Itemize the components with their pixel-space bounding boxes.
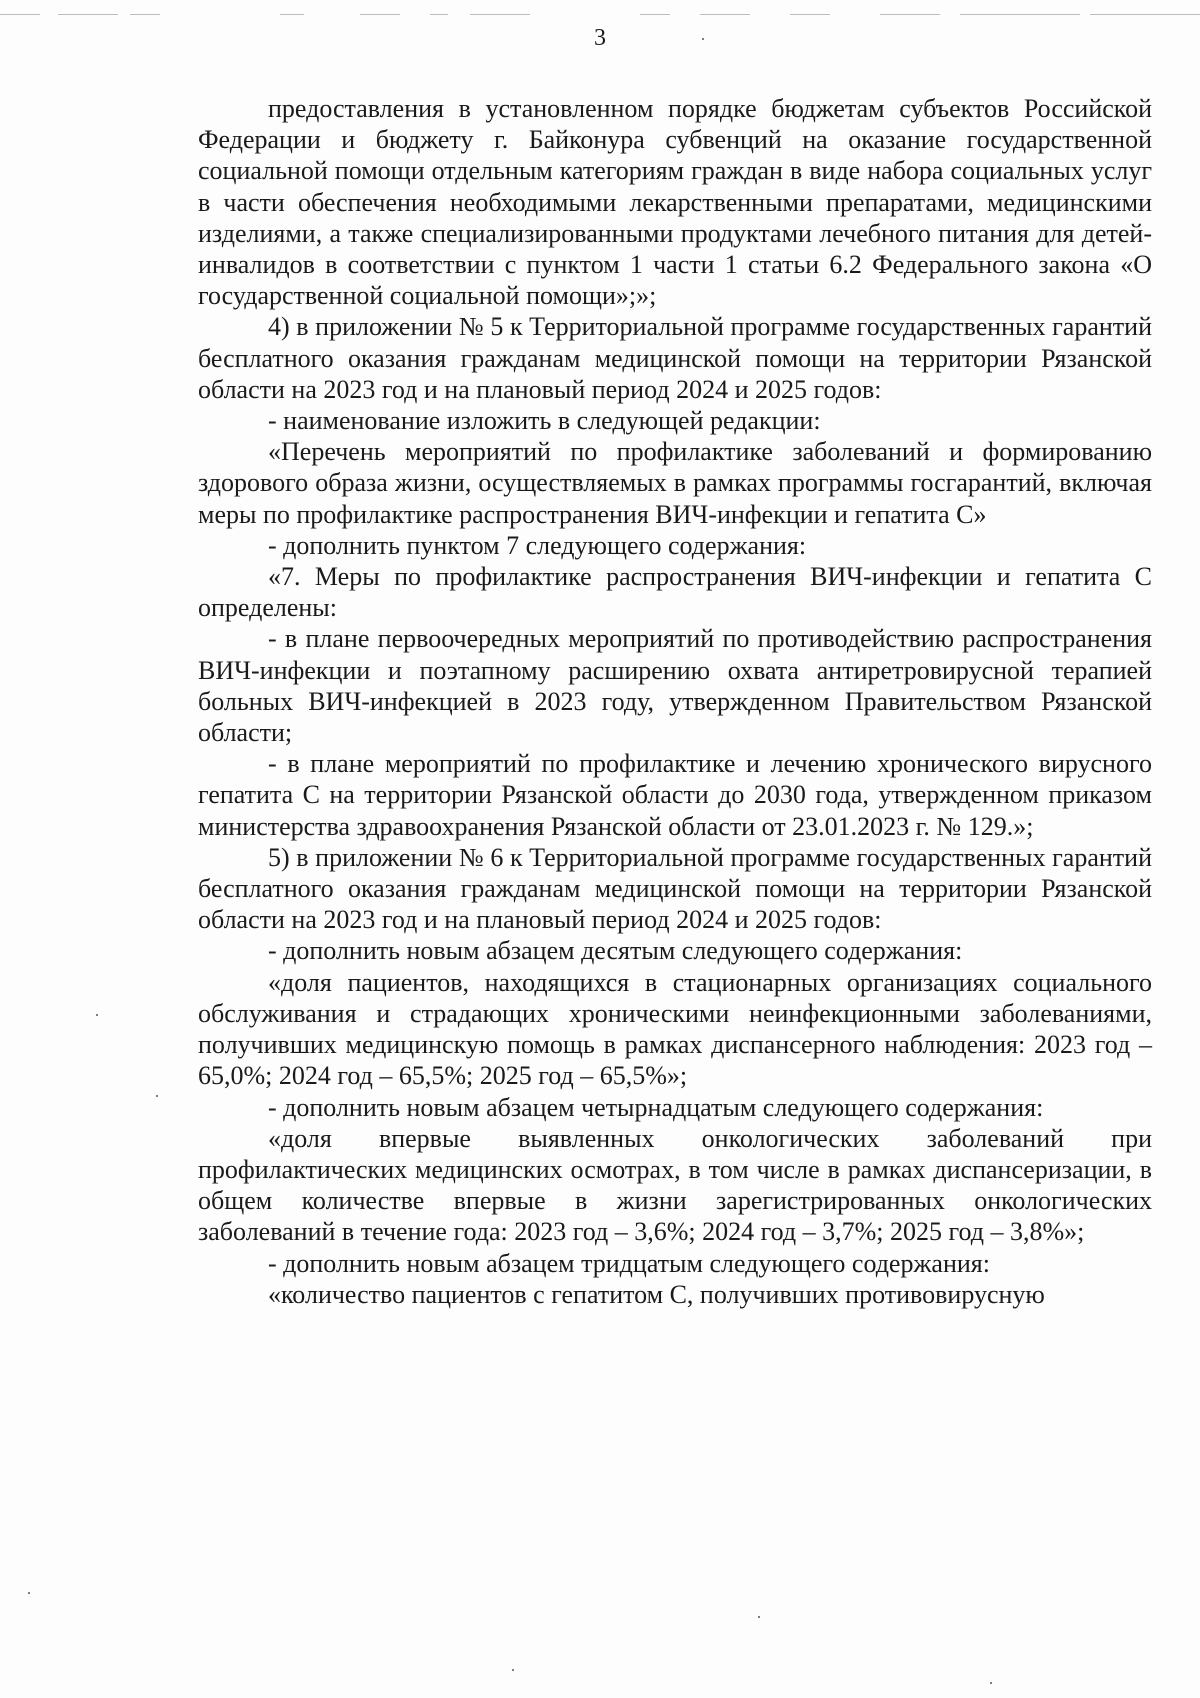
document-body xyxy=(198,93,1152,1310)
paragraph: - в плане первоочередных мероприятий по противодействию распространения ВИЧ-инфекции и поэтапному расширению охвата антиретровирусной терапией больных ВИЧ-инфекцией в 2023 году, утвержденном Правительством Рязанской области; xyxy=(198,624,1152,748)
paragraph: «доля пациентов, находящихся в стационарных организациях социального обслуживания и страдающих хроническими неинфекционными заболеваниями, получивших медицинскую помощь в рамках диспансерного наблюдения: 2023 год – 65,0%; 2024 год – 65,5%; 2025 год – 65,5%»; xyxy=(198,967,1152,1091)
paragraph: «доля впервые выявленных онкологических заболеваний при профилактических медицинских осмотрах, в том числе в рамках диспансеризации, в общем количестве впервые в жизни зарегистрированных онкологических заболеваний в течение года: 2023 год – 3,6%; 2024 год – 3,7%; 2025 год – 3,8%»; xyxy=(198,1123,1152,1247)
paragraph: - дополнить новым абзацем тридцатым следующего содержания: xyxy=(268,1248,990,1278)
paragraph: - дополнить новым абзацем десятым следующего содержания: xyxy=(268,936,963,966)
paragraph: «7. Меры по профилактике распространения ВИЧ-инфекции и гепатита С определены: xyxy=(198,562,1152,623)
paragraph: предоставления в установленном порядке бюджетам субъектов Российской Федерации и бюджету г. Байконура субвенций на оказание государственной социальной помощи отдельным категориям граждан в виде набора социальных услуг в части обеспечения необходимыми лекарственными препаратами, медицинскими изделиями, а также специализированными продуктами лечебного питания для детей-инвалидов в соответствии с пунктом 1 части 1 статьи 6.2 Федерального закона «О государственной социальной помощи»;»; xyxy=(198,94,1152,311)
paragraph: - дополнить новым абзацем четырнадцатым следующего содержания: xyxy=(268,1092,1044,1122)
paragraph: «количество пациентов с гепатитом С, получивших противовирусную xyxy=(268,1279,1045,1309)
paragraph: 5) в приложении № 6 к Территориальной программе государственных гарантий бесплатного оказания гражданам медицинской помощи на территории Рязанской области на 2023 год и на плановый период 2024 и 2025 годов: xyxy=(198,842,1152,935)
paragraph: 4) в приложении № 5 к Территориальной программе государственных гарантий бесплатного оказания гражданам медицинской помощи на территории Рязанской области на 2023 год и на плановый период 2024 и 2025 годов: xyxy=(198,312,1152,404)
page-number: 3 xyxy=(594,25,606,51)
paragraph: «Перечень мероприятий по профилактике заболеваний и формированию здорового образа жизни, осуществляемых в рамках программы госгарантий, включая меры по профилактике распространения ВИЧ-инфекции и гепатита С» xyxy=(198,437,1152,529)
scan-edge-artifact xyxy=(0,14,1200,20)
paragraph: - наименование изложить в следующей редакции: xyxy=(268,406,821,436)
paragraph: - дополнить пунктом 7 следующего содержания: xyxy=(268,530,807,560)
paragraph: - в плане мероприятий по профилактике и лечению хронического вирусного гепатита С на территории Рязанской области до 2030 года, утвержденном приказом министерства здравоохранения Рязанской области от 23.01.2023 г. № 129.»; xyxy=(198,749,1152,841)
